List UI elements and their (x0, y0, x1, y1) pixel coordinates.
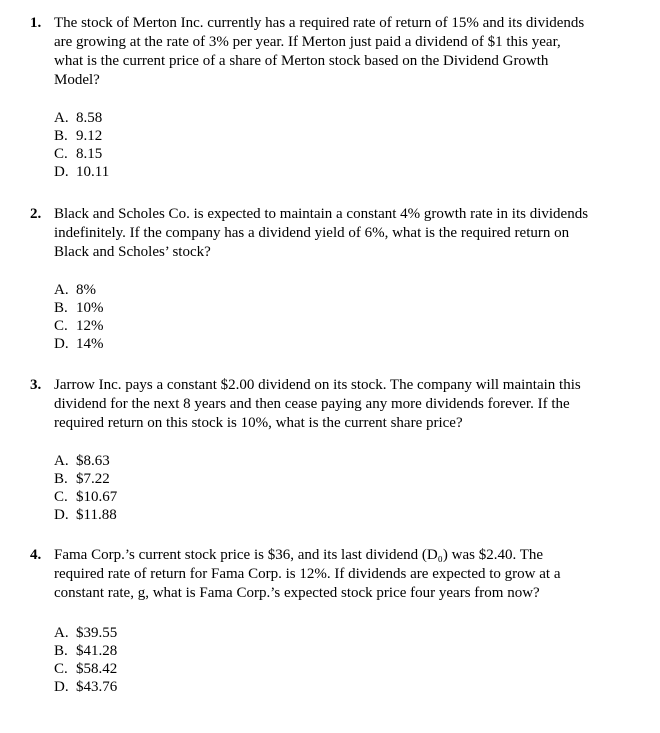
answer-option-b: B. $41.28 (54, 643, 118, 659)
answer-option-a: A. 8.58 (54, 110, 103, 126)
question-line: The stock of Merton Inc. currently has a required rate of return of 15% and its dividends (54, 15, 585, 31)
question-text (54, 546, 650, 603)
answer-option-b: B. 10% (54, 300, 104, 316)
answer-option-d: D. 14% (54, 336, 104, 352)
answer-option-c: C. 8.15 (54, 146, 103, 162)
question-number: 2. (30, 206, 42, 222)
question-number: 1. (30, 15, 42, 31)
question-line: constant rate, g, what is Fama Corp.’s expected stock price four years from now? (54, 585, 540, 601)
answer-option-d: D. $43.76 (54, 679, 118, 695)
question-line: what is the current price of a share of Merton stock based on the Dividend Growth (54, 53, 549, 69)
question-line: are growing at the rate of 3% per year. If Merton just paid a dividend of $1 this year, (54, 34, 561, 50)
question-line: required rate of return for Fama Corp. is 12%. If dividends are expected to grow at a (54, 566, 561, 582)
answer-option-a: A. $8.63 (54, 453, 110, 469)
question-line: Model? (54, 72, 100, 88)
question-line: required return on this stock is 10%, what is the current share price? (54, 415, 463, 431)
answer-option-b: B. $7.22 (54, 471, 110, 487)
question-line: Fama Corp.’s current stock price is $36, and its last dividend (D₀) was $2.40. The (54, 547, 544, 563)
answer-option-a: A. $39.55 (54, 625, 118, 641)
answer-option-c: C. $58.42 (54, 661, 118, 677)
question-number: 4. (30, 547, 42, 563)
question-text (54, 205, 650, 262)
answer-option-c: C. 12% (54, 318, 104, 334)
answer-option-d: D. $11.88 (54, 507, 117, 523)
answer-option-c: C. $10.67 (54, 489, 118, 505)
question-line: Black and Scholes’ stock? (54, 244, 211, 260)
question-line: Black and Scholes Co. is expected to maintain a constant 4% growth rate in its dividends (54, 206, 589, 222)
answer-option-d: D. 10.11 (54, 164, 110, 180)
question-line: Jarrow Inc. pays a constant $2.00 dividend on its stock. The company will maintain this (54, 377, 581, 393)
question-text (54, 376, 650, 433)
question-line: dividend for the next 8 years and then cease paying any more dividends forever. If the (54, 396, 570, 412)
question-line: indefinitely. If the company has a dividend yield of 6%, what is the required return on (54, 225, 570, 241)
question-text (54, 14, 650, 90)
answer-option-b: B. 9.12 (54, 128, 103, 144)
question-number: 3. (30, 377, 42, 393)
answer-option-a: A. 8% (54, 282, 96, 298)
